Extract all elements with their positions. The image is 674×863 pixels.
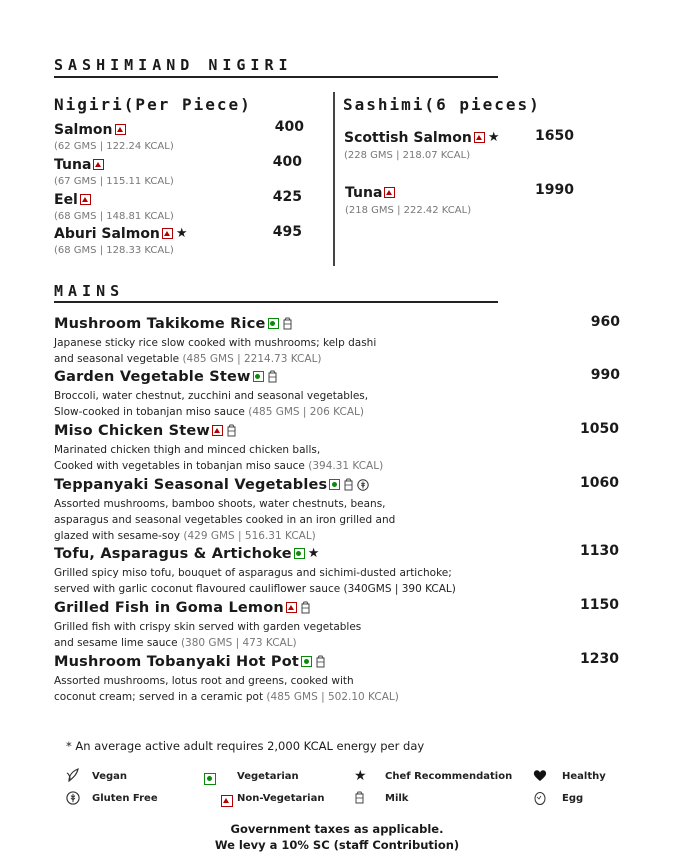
item-price: 1990 bbox=[535, 182, 574, 198]
item-name: Aburi Salmon bbox=[54, 226, 160, 242]
section-divider bbox=[54, 301, 498, 303]
legend-label: Egg bbox=[562, 793, 584, 804]
non-veg-icon bbox=[221, 795, 233, 807]
veg-icon bbox=[268, 318, 279, 329]
service-charge-note: We levy a 10% SC (staff Contribution) bbox=[214, 838, 460, 852]
item-meta: (67 GMS | 115.11 KCAL) bbox=[54, 176, 174, 187]
veg-icon bbox=[329, 479, 340, 490]
milk-icon bbox=[300, 601, 311, 614]
mains-item bbox=[54, 543, 456, 597]
item-price: 1130 bbox=[580, 543, 619, 559]
item-description: Slow-cooked in tobanjan miso sauce bbox=[54, 406, 245, 418]
non-veg-icon bbox=[162, 228, 173, 239]
legend-label: Gluten Free bbox=[92, 793, 158, 804]
item-meta: (62 GMS | 122.24 KCAL) bbox=[54, 141, 174, 152]
legend-label: Vegan bbox=[92, 771, 127, 782]
milk-icon bbox=[354, 791, 365, 804]
non-veg-icon bbox=[474, 132, 485, 143]
item-name: Grilled Fish in Goma Lemon bbox=[54, 600, 284, 616]
nigiri-item bbox=[54, 189, 174, 222]
vegan-icon bbox=[66, 768, 80, 782]
non-veg-icon bbox=[286, 602, 297, 613]
item-meta: (380 GMS | 473 KCAL) bbox=[180, 637, 297, 649]
milk-icon bbox=[315, 655, 326, 668]
mains-heading: MAINS bbox=[54, 282, 125, 300]
section-divider bbox=[54, 76, 498, 78]
item-description: Grilled fish with crispy skin served with garden vegetables bbox=[54, 621, 362, 633]
star-icon: ★ bbox=[354, 768, 367, 784]
milk-icon bbox=[267, 370, 278, 383]
non-veg-icon bbox=[80, 194, 91, 205]
nigiri-item bbox=[54, 154, 174, 187]
item-name: Scottish Salmon bbox=[344, 130, 472, 146]
item-description: Broccoli, water chestnut, zucchini and seasonal vegetables, bbox=[54, 390, 369, 402]
item-description: Japanese sticky rice slow cooked with mushrooms; kelp dashi bbox=[54, 337, 377, 349]
nigiri-item bbox=[54, 223, 188, 256]
item-price: 1060 bbox=[580, 475, 619, 491]
item-price: 425 bbox=[272, 189, 302, 205]
milk-icon bbox=[226, 424, 237, 437]
item-meta: (228 GMS | 218.07 KCAL) bbox=[344, 150, 471, 161]
item-meta: (485 GMS | 206 KCAL) bbox=[248, 406, 364, 418]
legend-label: Milk bbox=[385, 793, 409, 804]
mains-item bbox=[54, 651, 399, 705]
item-name: Tofu, Asparagus & Artichoke bbox=[54, 546, 292, 562]
item-description: served with garlic coconut flavoured cauliflower sauce (340GMS | 390 KCAL) bbox=[54, 583, 456, 595]
item-price: 1150 bbox=[580, 597, 619, 613]
item-price: 960 bbox=[590, 314, 620, 330]
sashimi-heading: Sashimi(6 pieces) bbox=[343, 95, 541, 114]
legend-label: Healthy bbox=[562, 771, 606, 782]
non-veg-icon bbox=[384, 187, 395, 198]
item-description: and sesame lime sauce bbox=[54, 637, 178, 649]
star-icon: ★ bbox=[175, 226, 188, 241]
item-name: Tuna bbox=[54, 157, 92, 173]
item-description: Marinated chicken thigh and minced chicken balls, bbox=[54, 444, 321, 456]
star-icon: ★ bbox=[487, 130, 500, 145]
item-name: Salmon bbox=[54, 122, 113, 138]
item-name: Teppanyaki Seasonal Vegetables bbox=[54, 477, 328, 493]
milk-icon bbox=[282, 317, 293, 330]
item-price: 1650 bbox=[535, 128, 574, 144]
item-name: Miso Chicken Stew bbox=[54, 423, 211, 439]
item-description: Assorted mushrooms, lotus root and greens, cooked with bbox=[54, 675, 354, 687]
item-name: Garden Vegetable Stew bbox=[54, 369, 251, 385]
item-description: asparagus and seasonal vegetables cooked in an iron grilled and bbox=[54, 514, 396, 526]
sashimi-nigiri-heading: SASHIMIAND NIGIRI bbox=[54, 56, 293, 74]
column-divider bbox=[333, 92, 335, 266]
item-name: Eel bbox=[54, 192, 78, 208]
item-description: Assorted mushrooms, bamboo shoots, water chestnuts, beans, bbox=[54, 498, 386, 510]
item-price: 400 bbox=[272, 154, 302, 170]
item-name: Tuna bbox=[345, 185, 383, 201]
legend-label: Non-Vegetarian bbox=[237, 793, 325, 804]
item-price: 400 bbox=[274, 119, 304, 135]
mains-item bbox=[54, 366, 368, 420]
item-meta: (218 GMS | 222.42 KCAL) bbox=[345, 205, 472, 216]
veg-icon bbox=[253, 371, 264, 382]
veg-icon bbox=[204, 773, 216, 785]
item-description: glazed with sesame-soy bbox=[54, 530, 181, 542]
item-meta: (485 GMS | 502.10 KCAL) bbox=[266, 691, 399, 703]
nigiri-heading: Nigiri(Per Piece) bbox=[54, 95, 252, 114]
item-price: 1050 bbox=[580, 421, 619, 437]
item-meta: (394.31 KCAL) bbox=[308, 460, 384, 472]
mains-item bbox=[54, 474, 395, 544]
sashimi-item bbox=[345, 182, 471, 216]
legend-label: Vegetarian bbox=[237, 771, 299, 782]
item-meta: (68 GMS | 148.81 KCAL) bbox=[54, 211, 174, 222]
item-name: Mushroom Takikome Rice bbox=[54, 316, 266, 332]
milk-icon bbox=[343, 478, 354, 491]
item-price: 1230 bbox=[580, 651, 619, 667]
item-meta: (68 GMS | 128.33 KCAL) bbox=[54, 245, 174, 256]
mains-item bbox=[54, 597, 361, 651]
item-description: coconut cream; served in a ceramic pot bbox=[54, 691, 264, 703]
veg-icon bbox=[301, 656, 312, 667]
energy-note: * An average active adult requires 2,000 KCAL energy per day bbox=[66, 739, 425, 753]
item-name: Mushroom Tobanyaki Hot Pot bbox=[54, 654, 300, 670]
item-description: Cooked with vegetables in tobanjan miso sauce bbox=[54, 460, 305, 472]
gluten-free-icon bbox=[357, 479, 369, 491]
gluten-free-icon bbox=[66, 791, 80, 805]
tax-note: Government taxes as applicable. bbox=[230, 822, 444, 836]
egg-icon bbox=[533, 791, 547, 805]
item-description: Grilled spicy miso tofu, bouquet of asparagus and sichimi-dusted artichoke; bbox=[54, 567, 452, 579]
veg-icon bbox=[294, 548, 305, 559]
star-icon: ★ bbox=[307, 546, 320, 561]
mains-item bbox=[54, 420, 383, 474]
mains-item bbox=[54, 313, 376, 367]
item-meta: (429 GMS | 516.31 KCAL) bbox=[183, 530, 316, 542]
item-price: 990 bbox=[590, 367, 620, 383]
legend-label: Chef Recommendation bbox=[385, 771, 513, 782]
nigiri-item bbox=[54, 119, 174, 152]
item-description: and seasonal vegetable bbox=[54, 353, 180, 365]
non-veg-icon bbox=[93, 159, 104, 170]
item-price: 495 bbox=[272, 224, 302, 240]
item-meta: (485 GMS | 2214.73 KCAL) bbox=[182, 353, 322, 365]
non-veg-icon bbox=[115, 124, 126, 135]
non-veg-icon bbox=[212, 425, 223, 436]
heart-icon bbox=[533, 769, 547, 782]
sashimi-item bbox=[344, 127, 500, 161]
